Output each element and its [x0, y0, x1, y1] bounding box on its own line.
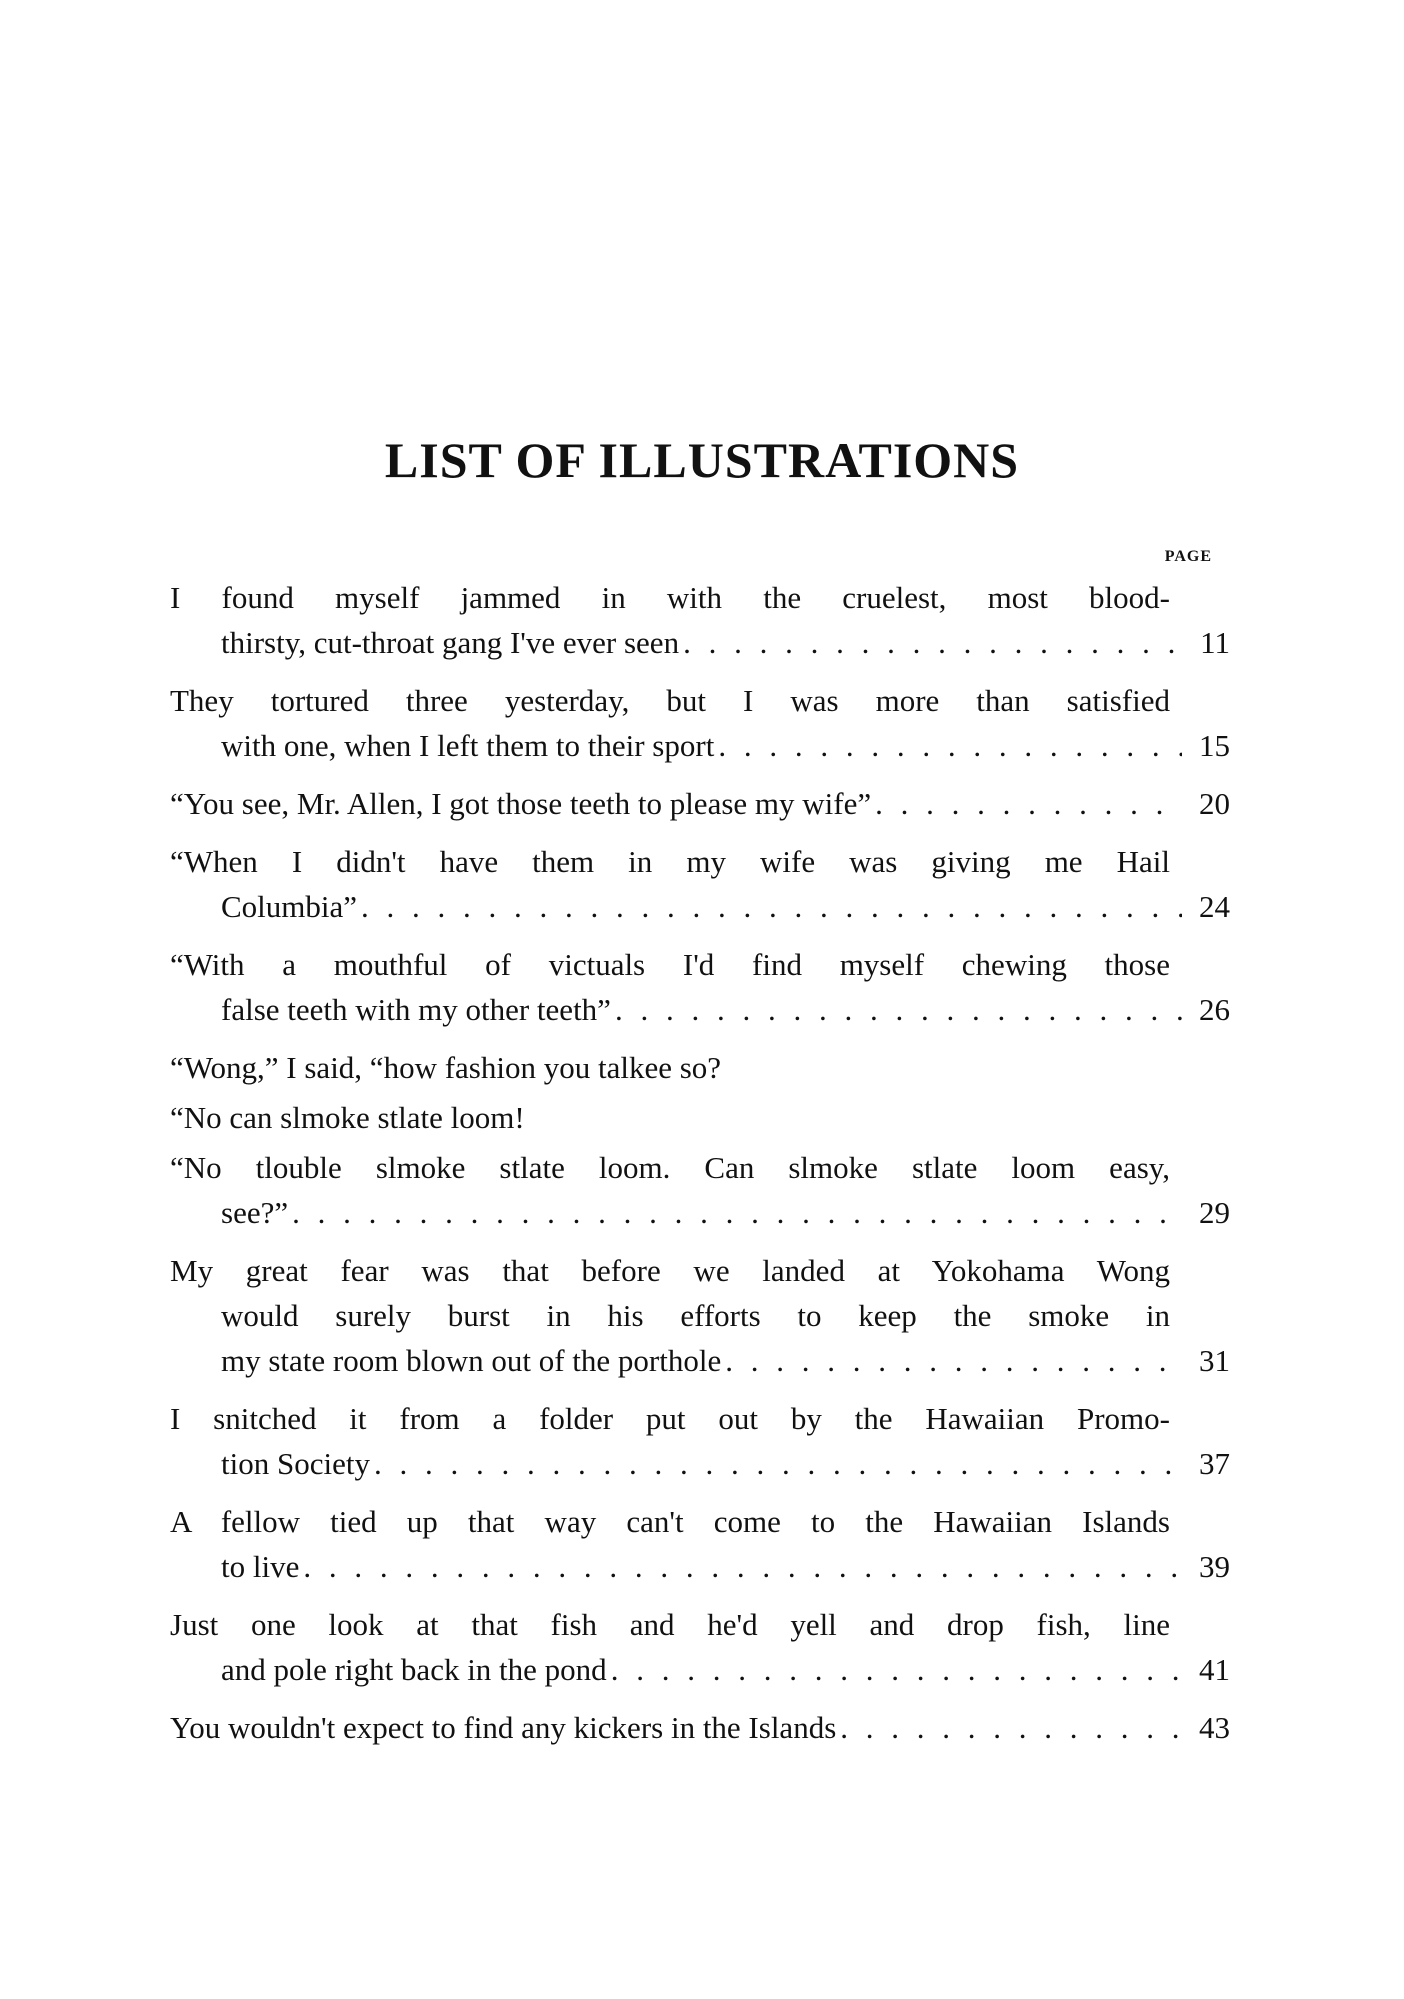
page-number: 37: [1199, 1446, 1230, 1481]
entry-last-line: [170, 1544, 1230, 1589]
entry-text: my state room blown out of the porthole: [221, 1343, 722, 1378]
page-number: 31: [1199, 1343, 1230, 1378]
dot-leader: [840, 1705, 1182, 1750]
illustration-entry: [170, 1705, 1230, 1750]
entry-text: see?”: [221, 1195, 289, 1230]
entry-text: “No can slmoke stlate loom!: [170, 1100, 525, 1135]
entry-text: My great fear was that before we landed at Yokohama Wong: [170, 1253, 1170, 1288]
entry-text: tion Society: [221, 1446, 370, 1481]
entry-text: would surely burst in his efforts to keep the smoke in: [221, 1298, 1170, 1333]
dot-leader: [361, 884, 1182, 929]
entry-last-line: [170, 987, 1230, 1032]
entry-text: with one, when I left them to their sport: [221, 728, 715, 763]
dot-leader: [718, 723, 1182, 768]
entry-last-line: [170, 781, 1230, 826]
page-number: 41: [1199, 1652, 1230, 1687]
page-number: 20: [1199, 786, 1230, 821]
entry-text: “Wong,” I said, “how fashion you talkee so?: [170, 1050, 722, 1085]
page-number: 39: [1199, 1549, 1230, 1584]
page-number: 24: [1199, 889, 1230, 924]
page-number: 29: [1199, 1195, 1230, 1230]
entry-text: to live: [221, 1549, 300, 1584]
dot-leader: [611, 1647, 1182, 1692]
illustrations-list: [170, 575, 1230, 1763]
illustration-entry: [170, 1095, 1230, 1140]
dot-leader: [725, 1338, 1182, 1383]
illustration-entry: [170, 1499, 1230, 1589]
dot-leader: [374, 1441, 1182, 1486]
entry-last-line: [170, 620, 1230, 665]
entry-last-line: [170, 1190, 1230, 1235]
entry-last-line: [170, 1441, 1230, 1486]
illustration-entry: [170, 942, 1230, 1032]
illustration-entry: [170, 1145, 1230, 1235]
entry-text: and pole right back in the pond: [221, 1652, 607, 1687]
entry-last-line: [170, 884, 1230, 929]
entry-text: “You see, Mr. Allen, I got those teeth to please my wife”: [170, 786, 872, 821]
entry-text: You wouldn't expect to find any kickers in the Islands: [170, 1710, 837, 1745]
page-number: 26: [1199, 992, 1230, 1027]
entry-text: “No tlouble slmoke stlate loom. Can slmoke stlate loom easy,: [170, 1150, 1170, 1185]
page-title: LIST OF ILLUSTRATIONS: [384, 432, 1020, 488]
entry-text: They tortured three yesterday, but I was more than satisfied: [170, 683, 1170, 718]
entry-text: “When I didn't have them in my wife was giving me Hail: [170, 844, 1170, 879]
dot-leader: [303, 1544, 1182, 1589]
page-column-label: PAGE: [1164, 548, 1212, 565]
page-number: 11: [1200, 625, 1230, 660]
dot-leader: [615, 987, 1182, 1032]
entry-last-line: [170, 1705, 1230, 1750]
illustration-entry: [170, 839, 1230, 929]
illustration-entry: [170, 781, 1230, 826]
entry-text: Columbia”: [221, 889, 358, 924]
entry-text: “With a mouthful of victuals I'd find myself chewing those: [170, 947, 1170, 982]
entry-last-line: [170, 1338, 1230, 1383]
illustration-entry: [170, 1396, 1230, 1486]
page-number: 43: [1199, 1710, 1230, 1745]
entry-last-line: [170, 1647, 1230, 1692]
entry-text: thirsty, cut-throat gang I've ever seen: [221, 625, 680, 660]
entry-text: I found myself jammed in with the cruelest, most blood-: [170, 580, 1170, 615]
illustration-entry: [170, 678, 1230, 768]
entry-text: A fellow tied up that way can't come to the Hawaiian Islands: [170, 1504, 1170, 1539]
entry-text: false teeth with my other teeth”: [221, 992, 611, 1027]
dot-leader: [875, 781, 1182, 826]
entry-text: Just one look at that fish and he'd yell and drop fish, line: [170, 1607, 1170, 1642]
entry-last-line: [170, 723, 1230, 768]
illustration-entry: [170, 575, 1230, 665]
dot-leader: [292, 1190, 1182, 1235]
dot-leader: [683, 620, 1182, 665]
entry-text: I snitched it from a folder put out by the Hawaiian Promo-: [170, 1401, 1170, 1436]
page-number: 15: [1199, 728, 1230, 763]
illustration-entry: [170, 1248, 1230, 1383]
illustration-entry: [170, 1602, 1230, 1692]
illustration-entry: [170, 1045, 1230, 1090]
